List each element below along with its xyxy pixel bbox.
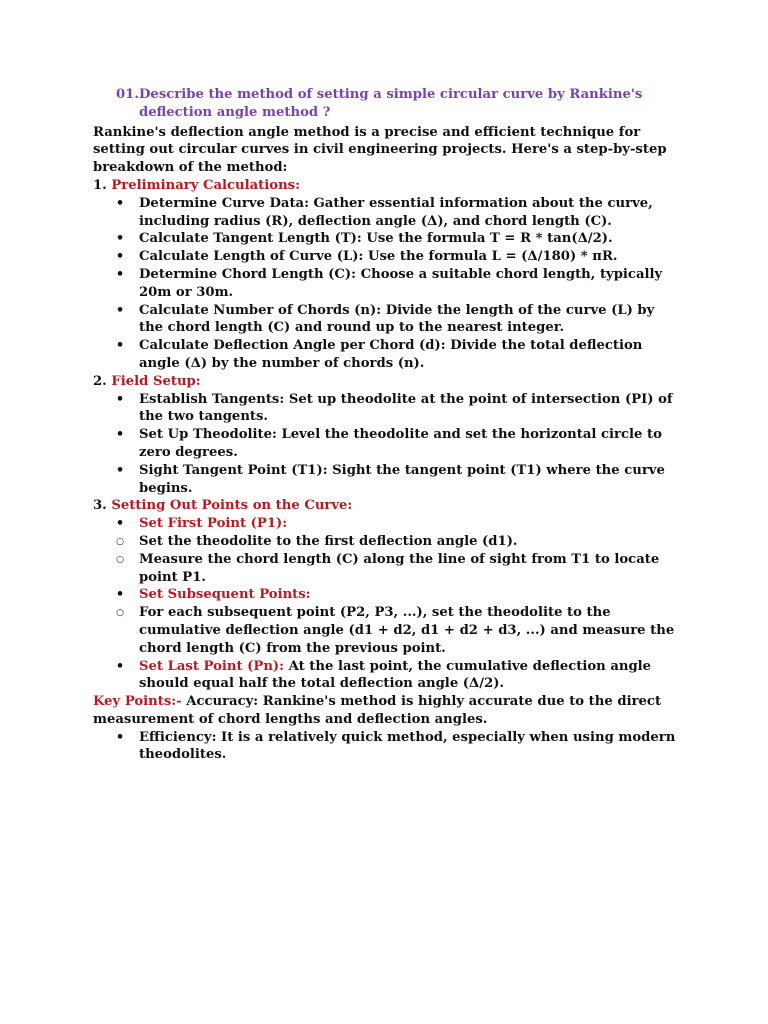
bullet-icon	[115, 230, 125, 248]
bullet-icon	[115, 586, 125, 604]
list-item-text: Calculate Length of Curve (L): Use the formula L = (Δ/180) * πR.	[139, 249, 618, 265]
bullet-icon	[115, 658, 125, 676]
section-list	[93, 195, 678, 373]
key-points-text: Accuracy: Rankine's method is highly accurate due to the direct measurement of chord lengths and deflection angles.	[93, 694, 662, 727]
bullet-icon	[115, 248, 125, 266]
section-setting-out-points	[93, 497, 678, 693]
list-item-text: Calculate Number of Chords (n): Divide the length of the curve (L) by the chord length (C) and round up to the nearest integer.	[139, 302, 655, 336]
list-item-heading: Set Subsequent Points:	[139, 587, 311, 603]
bullet-icon	[115, 337, 125, 355]
list-item	[93, 195, 678, 231]
list-item-text: Efficiency: It is a relatively quick method, especially when using modern theodolites.	[139, 729, 676, 763]
list-item	[93, 266, 678, 302]
key-points-list	[93, 729, 678, 765]
section-list	[93, 515, 678, 693]
list-item	[93, 248, 678, 266]
key-points-label: Key Points:-	[93, 694, 182, 710]
section-number: 3.	[93, 498, 107, 514]
list-item-text: For each subsequent point (P2, P3, ...), set the theodolite to the cumulative deflection angle (d1 + d2, d1 + d2 + d3, ...) and measure the chord length (C) from the previous point.	[139, 605, 675, 656]
list-item	[93, 337, 678, 373]
list-item-text: Sight Tangent Point (T1): Sight the tangent point (T1) where the curve begins.	[139, 462, 665, 496]
bullet-icon	[115, 302, 125, 320]
bullet-icon	[115, 729, 125, 747]
list-item-text: Set the theodolite to the first deflection angle (d1).	[139, 533, 518, 549]
list-item-heading: Set Last Point (Pn):	[139, 658, 285, 674]
section-heading	[93, 497, 678, 515]
list-item	[93, 302, 678, 338]
section-list	[93, 391, 678, 498]
bullet-icon	[115, 391, 125, 409]
list-item	[93, 604, 678, 657]
list-item-text: Set Up Theodolite: Level the theodolite and set the horizontal circle to zero degrees.	[139, 427, 662, 460]
section-preliminary-calculations	[93, 177, 678, 373]
bullet-icon	[115, 426, 125, 444]
list-item	[93, 729, 678, 765]
question-text: Describe the method of setting a simple circular curve by Rankine's deflection angle method ?	[139, 87, 643, 120]
list-item	[93, 658, 678, 694]
section-heading	[93, 177, 678, 195]
section-title: Setting Out Points on the Curve:	[111, 498, 353, 514]
list-item-heading: Set First Point (P1):	[139, 516, 288, 532]
list-item	[93, 551, 678, 587]
section-number: 2.	[93, 373, 107, 389]
intro-paragraph: Rankine's deflection angle method is a precise and efficient technique for setting out circular curves in civil engineering projects. Here's a step-by-step breakdown of the method:	[93, 124, 667, 176]
list-item	[93, 230, 678, 248]
section-key-points	[93, 693, 678, 764]
list-item	[93, 391, 678, 427]
section-field-setup	[93, 373, 678, 498]
key-points-paragraph	[93, 693, 678, 729]
section-heading	[93, 373, 678, 391]
bullet-icon	[115, 266, 125, 284]
list-item-text: Calculate Deflection Angle per Chord (d): Divide the total deflection angle (Δ) by the number of chords (n).	[139, 338, 643, 371]
list-item	[93, 515, 678, 533]
list-item-text: Establish Tangents: Set up theodolite at the point of intersection (PI) of the two tangents.	[139, 391, 673, 425]
bullet-icon	[115, 515, 125, 533]
list-item	[93, 426, 678, 462]
list-item-text: Calculate Tangent Length (T): Use the formula T = R * tan(Δ/2).	[139, 231, 613, 247]
bullet-icon	[115, 195, 125, 213]
question	[93, 86, 678, 122]
list-item-text: Determine Chord Length (C): Choose a suitable chord length, typically 20m or 30m.	[139, 266, 663, 300]
circle-bullet-icon	[115, 551, 125, 571]
section-number: 1.	[93, 177, 107, 193]
list-item-text: Measure the chord length (C) along the line of sight from T1 to locate point P1.	[139, 551, 660, 585]
list-item	[93, 533, 678, 551]
section-title: Preliminary Calculations:	[111, 177, 300, 193]
list-item	[93, 586, 678, 604]
list-item-text: At the last point, the cumulative deflection angle should equal half the total deflection angle (Δ/2).	[139, 658, 652, 692]
section-title: Field Setup:	[111, 373, 201, 389]
bullet-icon	[115, 462, 125, 480]
list-item	[93, 462, 678, 498]
circle-bullet-icon	[115, 604, 125, 624]
list-item-text: Determine Curve Data: Gather essential information about the curve, including radius (R), deflection angle (Δ), and chord length (C).	[139, 195, 653, 229]
question-number: 01.	[116, 87, 139, 102]
